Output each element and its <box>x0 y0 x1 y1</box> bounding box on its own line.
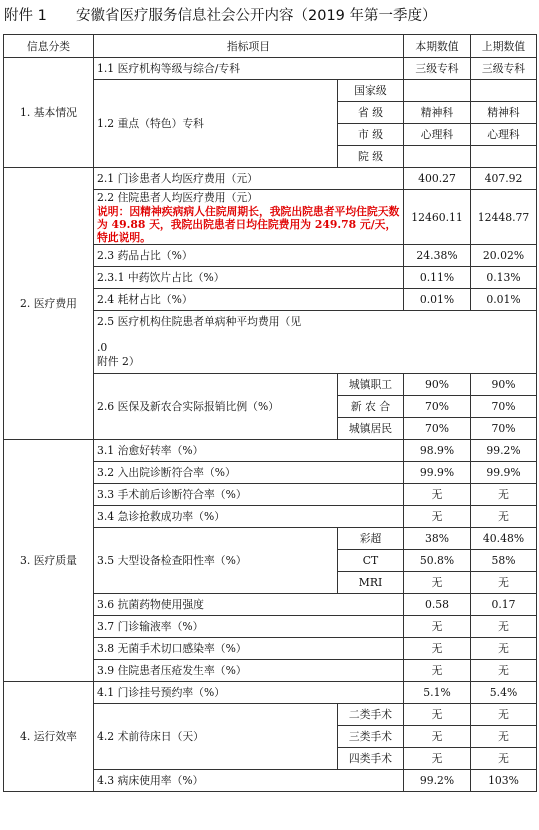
indicator-label: 2.3 药品占比（%） <box>94 245 404 267</box>
sub-label: 国家级 <box>338 80 404 102</box>
current-value: 无 <box>404 748 471 770</box>
current-value: 99.9% <box>404 462 471 484</box>
indicator-label: 4.1 门诊挂号预约率（%） <box>94 682 404 704</box>
previous-value: 0.01% <box>471 289 537 311</box>
sub-label: MRI <box>338 572 404 594</box>
current-value: 90% <box>404 374 471 396</box>
category-quality: 3. 医疗质量 <box>4 440 94 682</box>
header-current: 本期数值 <box>404 35 471 58</box>
indicator-cell <box>94 311 537 374</box>
current-value: 无 <box>404 484 471 506</box>
category-cost: 2. 医疗费用 <box>4 168 94 440</box>
current-value: 精神科 <box>404 102 471 124</box>
header-row <box>4 35 537 58</box>
previous-value: 无 <box>471 748 537 770</box>
current-value: 0.58 <box>404 594 471 616</box>
disclosure-table <box>3 34 537 792</box>
category-basic: 1. 基本情况 <box>4 58 94 168</box>
current-value: 无 <box>404 506 471 528</box>
indicator-cell <box>94 190 404 245</box>
previous-value: 心理科 <box>471 124 537 146</box>
previous-value: 精神科 <box>471 102 537 124</box>
indicator-label: 2.5 医疗机构住院患者单病种平均费用（见 <box>97 315 302 328</box>
previous-value: 12448.77 <box>471 190 537 245</box>
previous-value: 无 <box>471 484 537 506</box>
sub-label: 市 级 <box>338 124 404 146</box>
indicator-label: 3.1 治愈好转率（%） <box>94 440 404 462</box>
current-value: 50.8% <box>404 550 471 572</box>
current-value: 无 <box>404 638 471 660</box>
sub-label: 新 农 合 <box>338 396 404 418</box>
current-value <box>404 146 471 168</box>
previous-value: 0.13% <box>471 267 537 289</box>
indicator-label: 2.3.1 中药饮片占比（%） <box>94 267 404 289</box>
indicator-label: 3.3 手术前后诊断符合率（%） <box>94 484 404 506</box>
current-value: 70% <box>404 396 471 418</box>
previous-value: 58% <box>471 550 537 572</box>
indicator-label: 2.6 医保及新农合实际报销比例（%） <box>94 374 338 440</box>
indicator-label: 3.4 急诊抢救成功率（%） <box>94 506 404 528</box>
indicator-label: 2.2 住院患者人均医疗费用（元） <box>97 190 258 204</box>
previous-value: 无 <box>471 660 537 682</box>
current-value: 70% <box>404 418 471 440</box>
sub-label: 三类手术 <box>338 726 404 748</box>
indicator-label: 2.4 耗材占比（%） <box>94 289 404 311</box>
current-value: 心理科 <box>404 124 471 146</box>
title-row <box>2 2 537 30</box>
current-value: 三级专科 <box>404 58 471 80</box>
previous-value: 无 <box>471 572 537 594</box>
previous-value: 40.48% <box>471 528 537 550</box>
previous-value: 无 <box>471 704 537 726</box>
previous-value <box>471 146 537 168</box>
document-title: 安徽省医疗服务信息社会公开内容（2019 年第一季度） <box>76 8 437 24</box>
indicator-label: 4.3 病床使用率（%） <box>94 770 404 792</box>
indicator-label: 4.2 术前待床日（天） <box>94 704 338 770</box>
current-value: 无 <box>404 616 471 638</box>
table-row <box>4 682 537 704</box>
table-row <box>4 440 537 462</box>
previous-value: 三级专科 <box>471 58 537 80</box>
indicator-label: 3.5 大型设备检查阳性率（%） <box>94 528 338 594</box>
table-row <box>4 58 537 80</box>
previous-value: 99.2% <box>471 440 537 462</box>
table-row <box>4 168 537 190</box>
sub-label: 二类手术 <box>338 704 404 726</box>
indicator-label: 3.2 入出院诊断符合率（%） <box>94 462 404 484</box>
indicator-label: 3.8 无菌手术切口感染率（%） <box>94 638 404 660</box>
indicator-dot: .0 <box>97 341 108 354</box>
previous-value: 0.17 <box>471 594 537 616</box>
indicator-label: 2.1 门诊患者人均医疗费用（元） <box>94 168 404 190</box>
sub-label: 四类手术 <box>338 748 404 770</box>
previous-value: 70% <box>471 418 537 440</box>
current-value <box>404 80 471 102</box>
current-value: 99.2% <box>404 770 471 792</box>
header-indicator: 指标项目 <box>94 35 404 58</box>
indicator-label: 1.2 重点（特色）专科 <box>94 80 338 168</box>
previous-value: 90% <box>471 374 537 396</box>
current-value: 无 <box>404 726 471 748</box>
sub-label: 城镇居民 <box>338 418 404 440</box>
header-category: 信息分类 <box>4 35 94 58</box>
previous-value: 5.4% <box>471 682 537 704</box>
previous-value: 20.02% <box>471 245 537 267</box>
previous-value <box>471 80 537 102</box>
current-value: 0.01% <box>404 289 471 311</box>
previous-value: 无 <box>471 638 537 660</box>
indicator-label: 3.9 住院患者压疮发生率（%） <box>94 660 404 682</box>
previous-value: 407.92 <box>471 168 537 190</box>
previous-value: 103% <box>471 770 537 792</box>
current-value: 24.38% <box>404 245 471 267</box>
header-previous: 上期数值 <box>471 35 537 58</box>
current-value: 无 <box>404 704 471 726</box>
indicator-label: 3.6 抗菌药物使用强度 <box>94 594 404 616</box>
indicator-tail: 附件 2） <box>97 355 140 368</box>
previous-value: 无 <box>471 616 537 638</box>
current-value: 无 <box>404 572 471 594</box>
sub-label: 城镇职工 <box>338 374 404 396</box>
previous-value: 70% <box>471 396 537 418</box>
previous-value: 99.9% <box>471 462 537 484</box>
current-value: 38% <box>404 528 471 550</box>
previous-value: 无 <box>471 726 537 748</box>
sub-label: 省 级 <box>338 102 404 124</box>
current-value: 98.9% <box>404 440 471 462</box>
inpatient-note: 说明：因精神疾病病人住院周期长，我院出院患者平均住院天数为 49.88 天，我院出院患者日均住院费用为 249.78 元/天，特此说明。 <box>97 204 400 244</box>
sub-label: 院 级 <box>338 146 404 168</box>
annex-label: 附件 1 <box>4 8 47 24</box>
current-value: 5.1% <box>404 682 471 704</box>
current-value: 无 <box>404 660 471 682</box>
previous-value: 无 <box>471 506 537 528</box>
sub-label: 彩超 <box>338 528 404 550</box>
current-value: 12460.11 <box>404 190 471 245</box>
indicator-label: 3.7 门诊输液率（%） <box>94 616 404 638</box>
indicator-label: 1.1 医疗机构等级与综合/专科 <box>94 58 404 80</box>
sub-label: CT <box>338 550 404 572</box>
category-efficiency: 4. 运行效率 <box>4 682 94 792</box>
current-value: 400.27 <box>404 168 471 190</box>
current-value: 0.11% <box>404 267 471 289</box>
